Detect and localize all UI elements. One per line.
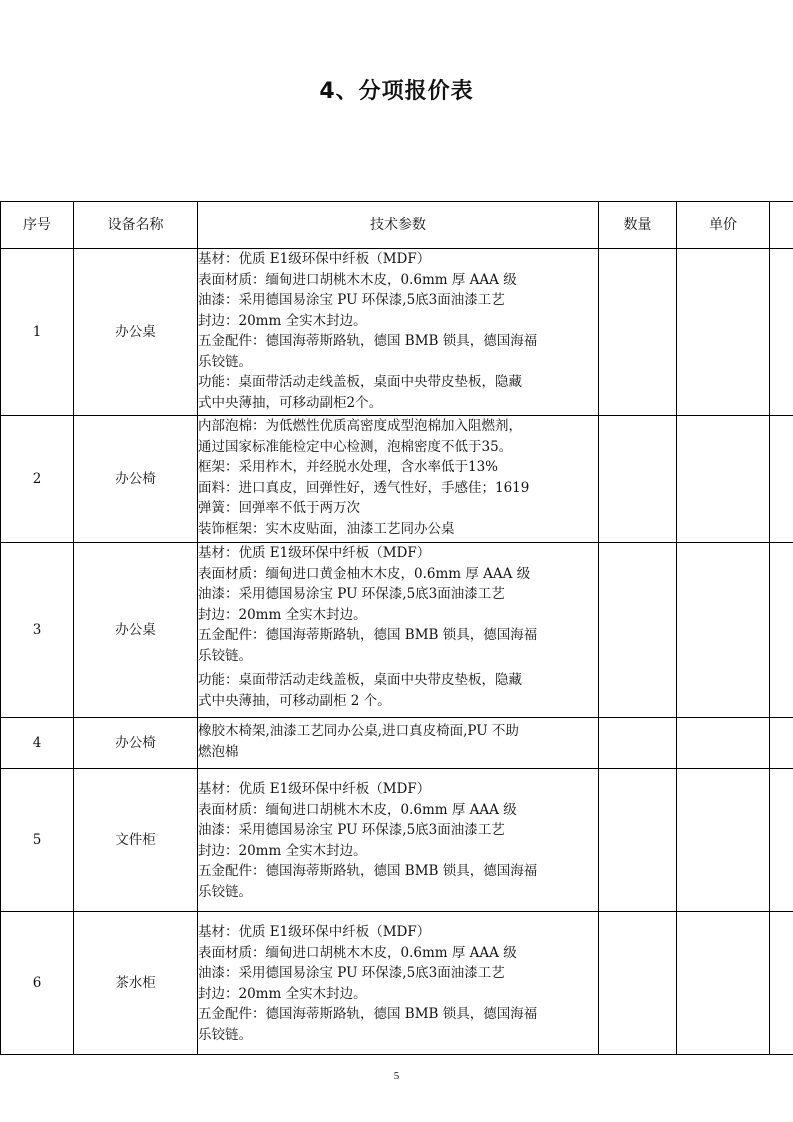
table-row — [1, 769, 793, 912]
param-line: 表面材质：缅甸进口胡桃木木皮，0.6mm 厚 AAA 级 — [198, 944, 517, 961]
cell-quantity — [599, 249, 677, 416]
header-quantity: 数量 — [599, 202, 677, 249]
cell-tech-params — [198, 912, 599, 1055]
param-line: 五金配件：德国海蒂斯路轨，德国 BMB 锁具，德国海福 — [198, 627, 538, 643]
param-line: 乐铰链。 — [198, 1026, 252, 1043]
table-row — [1, 249, 793, 416]
cell-equipment-name: 办公桌 — [74, 543, 198, 718]
cell-serial-no: 4 — [1, 718, 74, 769]
cell-quantity — [599, 912, 677, 1055]
cell-unit-price — [677, 769, 770, 912]
cell-equipment-name: 文件柜 — [74, 769, 198, 912]
param-line: 五金配件：德国海蒂斯路轨，德国 BMB 锁具，德国海福 — [198, 863, 538, 879]
param-line: 橡胶木椅架,油漆工艺同办公桌,进口真皮椅面,PU 不助 — [198, 723, 519, 739]
cell-quantity — [599, 543, 677, 718]
param-line: 燃泡棉 — [198, 743, 239, 760]
cell-equipment-name: 办公桌 — [74, 249, 198, 416]
param-line: 封边：20mm 全实木封边。 — [198, 606, 367, 623]
itemized-quote-table — [0, 201, 793, 1055]
param-line: 表面材质：缅甸进口胡桃木木皮，0.6mm 厚 AAA 级 — [198, 271, 517, 288]
param-line: 式中央薄抽，可移动副柜2个。 — [198, 394, 383, 411]
param-line: 功能：桌面带活动走线盖板，桌面中央带皮垫板，隐藏 — [198, 672, 522, 688]
page-number: 5 — [393, 1070, 400, 1082]
param-line: 表面材质：缅甸进口黄金柚木木皮，0.6mm 厚 AAA 级 — [198, 565, 531, 582]
cell-quantity — [599, 718, 677, 769]
cell-tech-params — [198, 416, 599, 543]
param-line: 基材：优质 E1级环保中纤板（MDF） — [198, 251, 431, 267]
param-line: 面料：进口真皮，回弹性好，透气性好，手感佳；1619 — [198, 479, 530, 496]
header-tech-params: 技术参数 — [198, 202, 599, 249]
cell-serial-no: 3 — [1, 543, 74, 718]
cell-unit-price — [677, 718, 770, 769]
header-extra — [770, 202, 793, 249]
cell-extra — [770, 543, 793, 718]
param-line: 基材：优质 E1级环保中纤板（MDF） — [198, 924, 431, 940]
param-line: 油漆：采用德国易涂宝 PU 环保漆,5底3面油漆工艺 — [198, 586, 505, 602]
param-line: 式中央薄抽，可移动副柜 2 个。 — [198, 692, 391, 709]
param-line: 通过国家标准能检定中心检测，泡棉密度不低于35。 — [198, 438, 513, 455]
param-line: 乐铰链。 — [198, 353, 252, 370]
cell-quantity — [599, 416, 677, 543]
cell-tech-params — [198, 543, 599, 718]
param-line: 油漆：采用德国易涂宝 PU 环保漆,5底3面油漆工艺 — [198, 292, 505, 308]
param-line: 封边：20mm 全实木封边。 — [198, 985, 367, 1002]
param-line: 基材：优质 E1级环保中纤板（MDF） — [198, 545, 431, 561]
table-row — [1, 416, 793, 543]
table-header-row — [1, 202, 793, 249]
page-title: 4、分项报价表 — [319, 79, 474, 104]
header-equipment-name: 设备名称 — [74, 202, 198, 249]
param-line: 弹簧：回弹率不低于两万次 — [198, 500, 360, 516]
cell-tech-params — [198, 249, 599, 416]
param-line: 表面材质：缅甸进口胡桃木木皮，0.6mm 厚 AAA 级 — [198, 801, 517, 818]
cell-quantity — [599, 769, 677, 912]
cell-tech-params — [198, 718, 599, 769]
param-line: 内部泡棉：为低燃性优质高密度成型泡棉加入阻燃剂， — [198, 418, 522, 434]
param-line: 油漆：采用德国易涂宝 PU 环保漆,5底3面油漆工艺 — [198, 822, 505, 838]
param-line: 装饰框架：实木皮贴面，油漆工艺同办公桌 — [198, 520, 455, 537]
cell-serial-no: 1 — [1, 249, 74, 416]
param-line: 功能：桌面带活动走线盖板，桌面中央带皮垫板，隐藏 — [198, 374, 522, 390]
param-line: 框架：采用柞木，并经脱水处理，含水率低于13% — [198, 459, 499, 475]
header-unit-price: 单价 — [677, 202, 770, 249]
table-row — [1, 912, 793, 1055]
cell-tech-params — [198, 769, 599, 912]
cell-extra — [770, 912, 793, 1055]
param-line: 基材：优质 E1级环保中纤板（MDF） — [198, 781, 431, 797]
param-line: 乐铰链。 — [198, 647, 252, 664]
param-line: 五金配件：德国海蒂斯路轨，德国 BMB 锁具，德国海福 — [198, 333, 538, 349]
cell-serial-no: 6 — [1, 912, 74, 1055]
cell-serial-no: 2 — [1, 416, 74, 543]
param-line: 乐铰链。 — [198, 883, 252, 900]
cell-extra — [770, 416, 793, 543]
cell-extra — [770, 769, 793, 912]
cell-unit-price — [677, 249, 770, 416]
cell-extra — [770, 249, 793, 416]
cell-equipment-name: 茶水柜 — [74, 912, 198, 1055]
header-serial-no: 序号 — [1, 202, 74, 249]
table-row — [1, 718, 793, 769]
cell-equipment-name: 办公椅 — [74, 718, 198, 769]
cell-unit-price — [677, 912, 770, 1055]
param-line: 封边：20mm 全实木封边。 — [198, 842, 367, 859]
param-line: 油漆：采用德国易涂宝 PU 环保漆,5底3面油漆工艺 — [198, 965, 505, 981]
cell-serial-no: 5 — [1, 769, 74, 912]
param-line: 封边：20mm 全实木封边。 — [198, 312, 367, 329]
param-line: 五金配件：德国海蒂斯路轨，德国 BMB 锁具，德国海福 — [198, 1006, 538, 1022]
table-row — [1, 543, 793, 718]
cell-extra — [770, 718, 793, 769]
cell-unit-price — [677, 543, 770, 718]
cell-unit-price — [677, 416, 770, 543]
cell-equipment-name: 办公椅 — [74, 416, 198, 543]
